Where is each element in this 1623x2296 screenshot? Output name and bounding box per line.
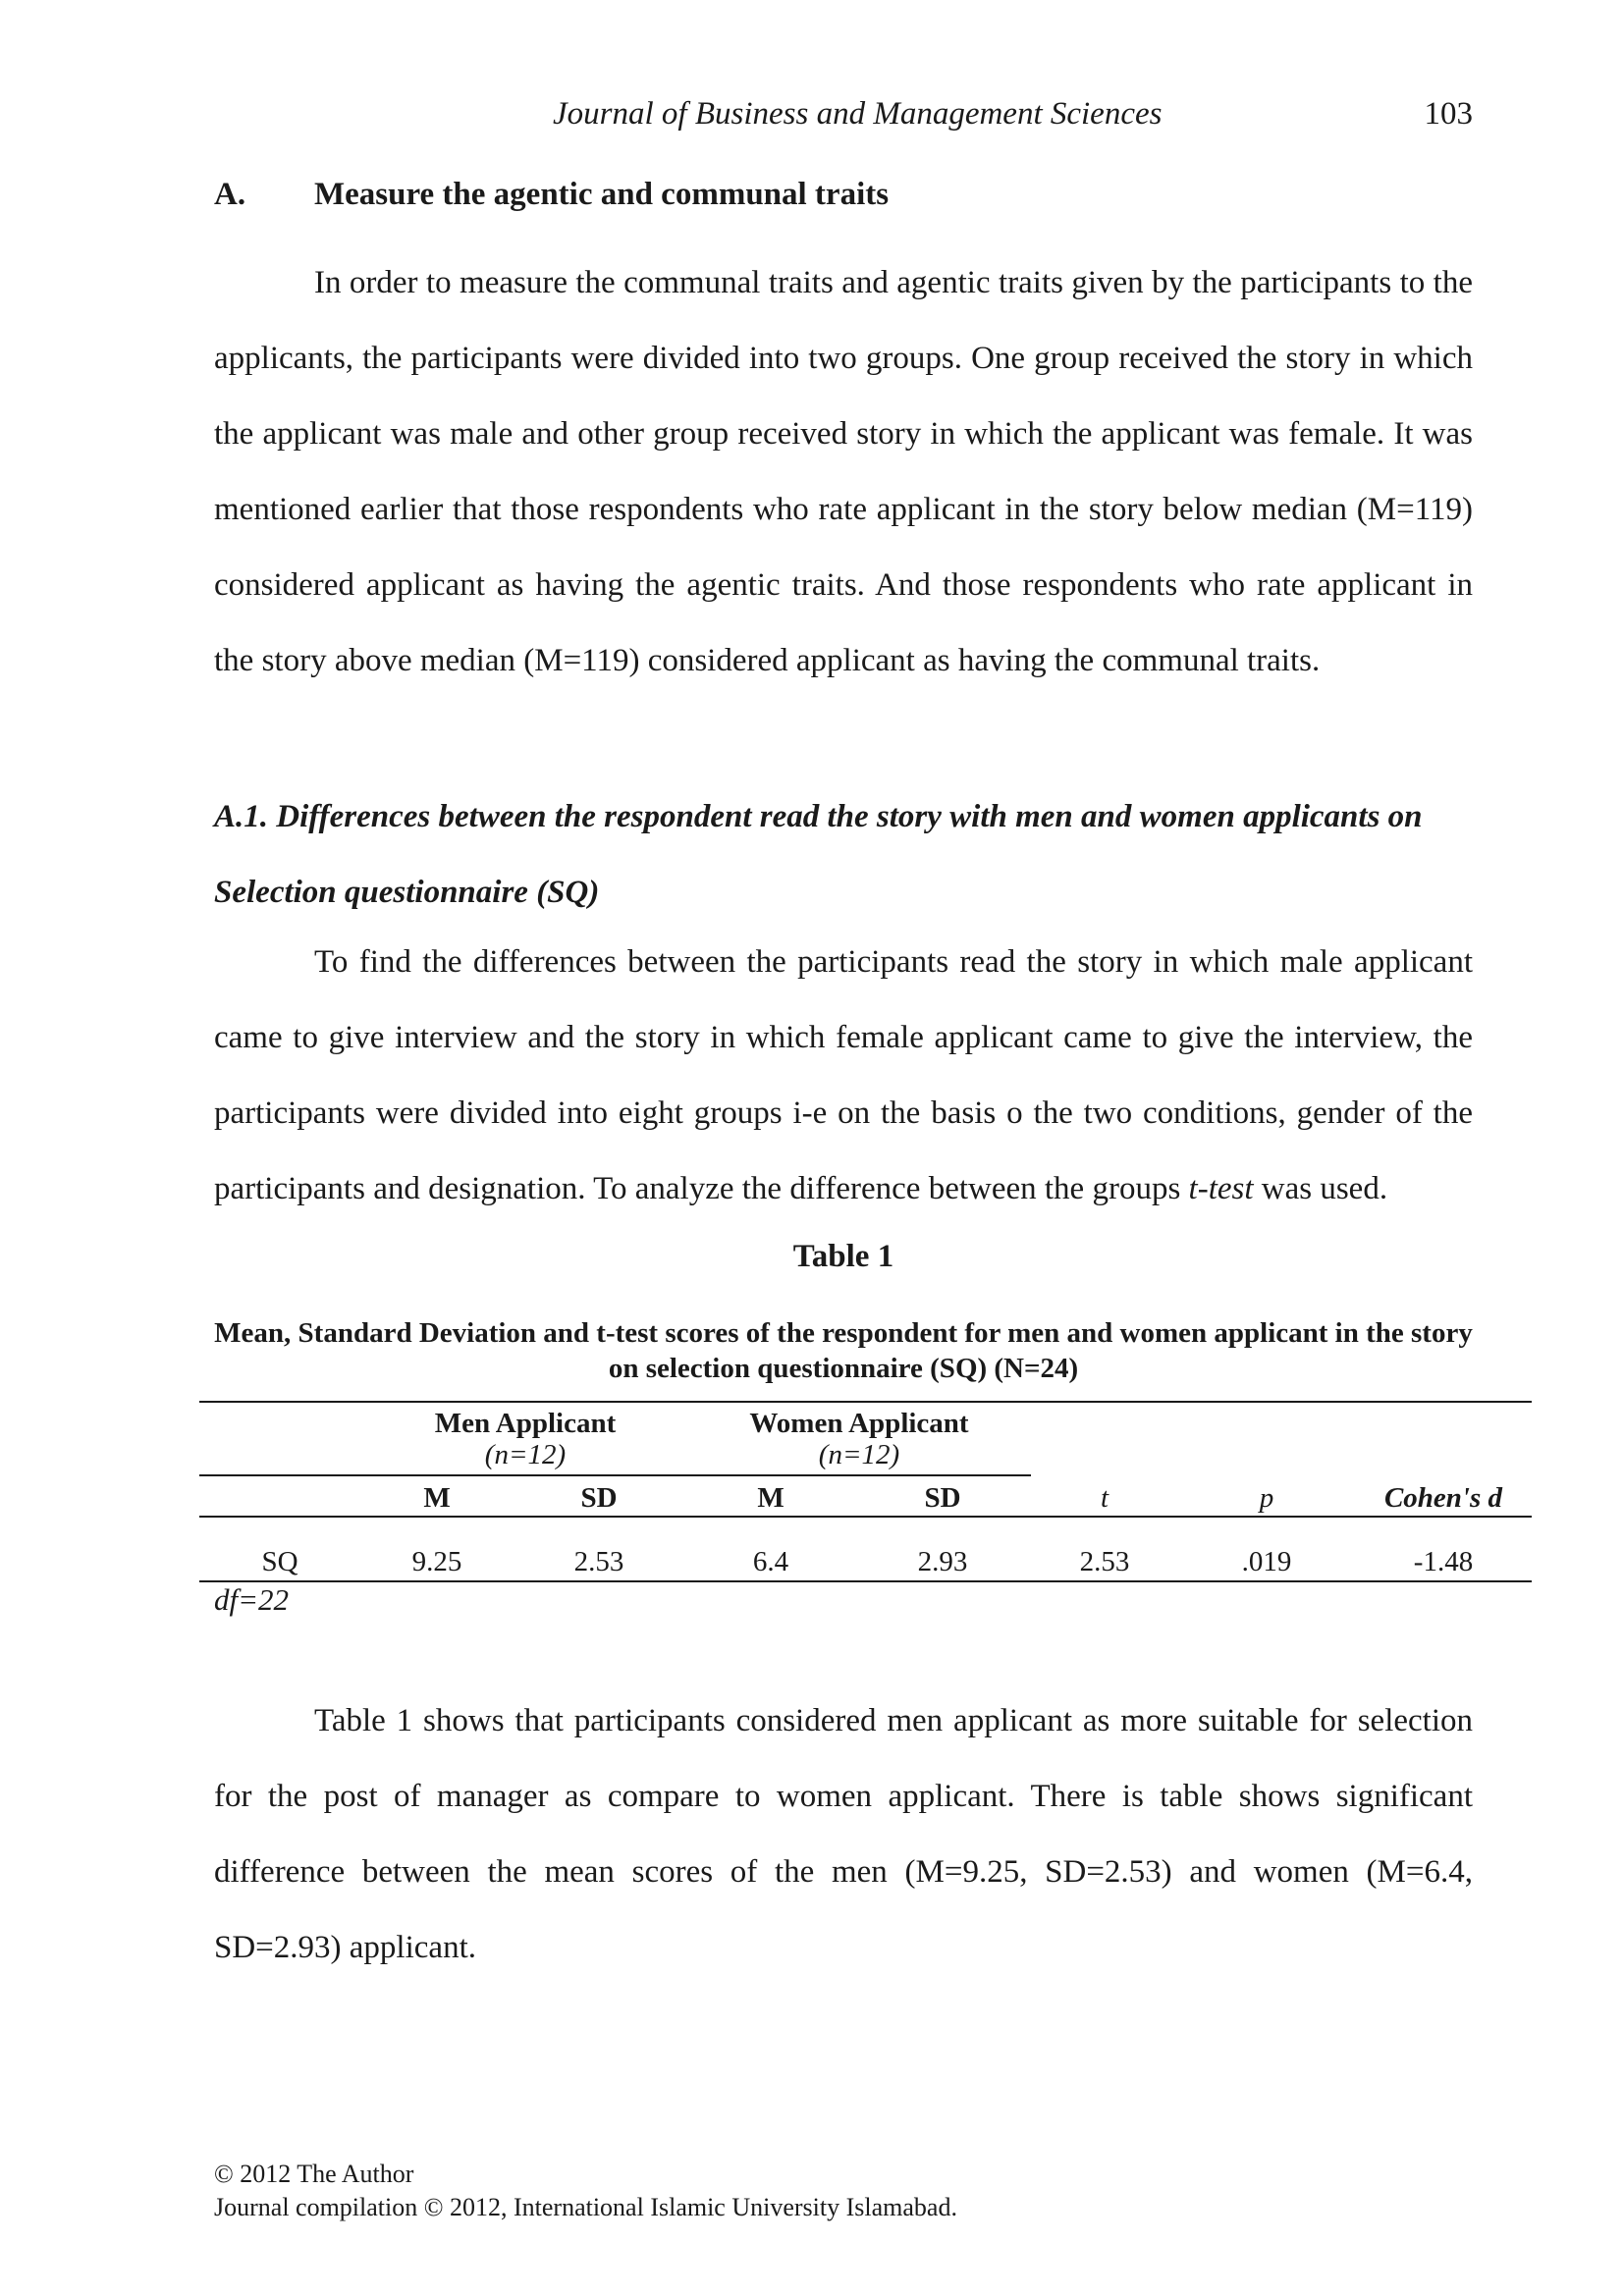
section-heading-a [214, 177, 889, 213]
column-header-t: t [1100, 1482, 1109, 1514]
table-header-rule [199, 1516, 1532, 1518]
paragraph-section-a [214, 245, 1473, 699]
column-header-women-m: M [757, 1482, 784, 1514]
column-header-p: p [1259, 1482, 1274, 1514]
section-title: Measure the agentic and communal traits [314, 177, 890, 212]
paragraph-text: In order to measure the communal traits and agentic traits given by the participants to the applicants, the participants were divided into two groups. One group received the story in which the applicant was male and other group received story in which the applicant was female. It was mentioned earlier that those respondents who rate applicant in the story below median (M=119) considered applicant as having the agentic traits. And those respondents who rate applicant in the story above median (M=119) considered applicant as having the communal traits. [214, 265, 1473, 678]
column-header-cohens-d: Cohen's d [1383, 1482, 1503, 1514]
page-number: 103 [1424, 96, 1473, 132]
column-header-women-sd: SD [924, 1482, 961, 1514]
cell-women-sd: 2.93 [917, 1546, 968, 1577]
page-footer [214, 2158, 957, 2224]
subsection-heading-a1: A.1. Differences between the respondent read the story with men and women applicants on Selection questionnaire (SQ) [214, 799, 1423, 910]
column-header-men-m: M [423, 1482, 451, 1514]
cell-p: .019 [1241, 1546, 1292, 1577]
paragraph-discussion [214, 1683, 1473, 1986]
column-header-men-sd: SD [580, 1482, 618, 1514]
copyright-line: © 2012 The Author [214, 2160, 414, 2188]
row-label-sq: SQ [261, 1546, 298, 1577]
group-header-women: Women Applicant (n=12) [749, 1408, 969, 1470]
cell-women-m: 6.4 [752, 1546, 789, 1577]
cell-cohens-d: -1.48 [1413, 1546, 1474, 1577]
table-number: Table 1 [792, 1239, 894, 1274]
paragraph-text-end: was used. [1261, 1171, 1388, 1206]
paragraph-text: Table 1 shows that participants considered men applicant as more suitable for selection for the post of manager as compare to women applicant. There is table shows significant difference between the mean scores of the men (M=9.25, SD=2.53) and women (M=6.4, SD=2.93) applicant. [214, 1703, 1473, 1965]
cell-t: 2.53 [1079, 1546, 1130, 1577]
compilation-line: Journal compilation © 2012, International Islamic University Islamabad. [214, 2193, 957, 2221]
table-note: df=22 [214, 1582, 290, 1617]
table-title: Mean, Standard Deviation and t-test scores of the respondent for men and women applicant in the story on selection questionnaire (SQ) (N=24) [214, 1317, 1473, 1384]
section-letter: A. [214, 177, 246, 212]
paragraph-text: To find the differences between the participants read the story in which male applicant came to give interview and the story in which female applicant came to give the interview, the participants were divided into eight groups i-e on the basis o the two conditions, gender of the participants and designation. To analyze the difference between the groups [214, 944, 1473, 1206]
table-top-rule [199, 1401, 1532, 1403]
table-bottom-rule [199, 1580, 1532, 1582]
paragraph-section-a1 [214, 925, 1473, 1227]
ttest-term: t-test [1188, 1171, 1254, 1206]
journal-title: Journal of Business and Management Sciences [553, 96, 1163, 132]
cell-men-sd: 2.53 [573, 1546, 624, 1577]
cell-men-m: 9.25 [411, 1546, 462, 1577]
group-header-men: Men Applicant (n=12) [434, 1408, 617, 1470]
running-header [214, 96, 1473, 145]
table-group-rule [199, 1474, 1031, 1476]
